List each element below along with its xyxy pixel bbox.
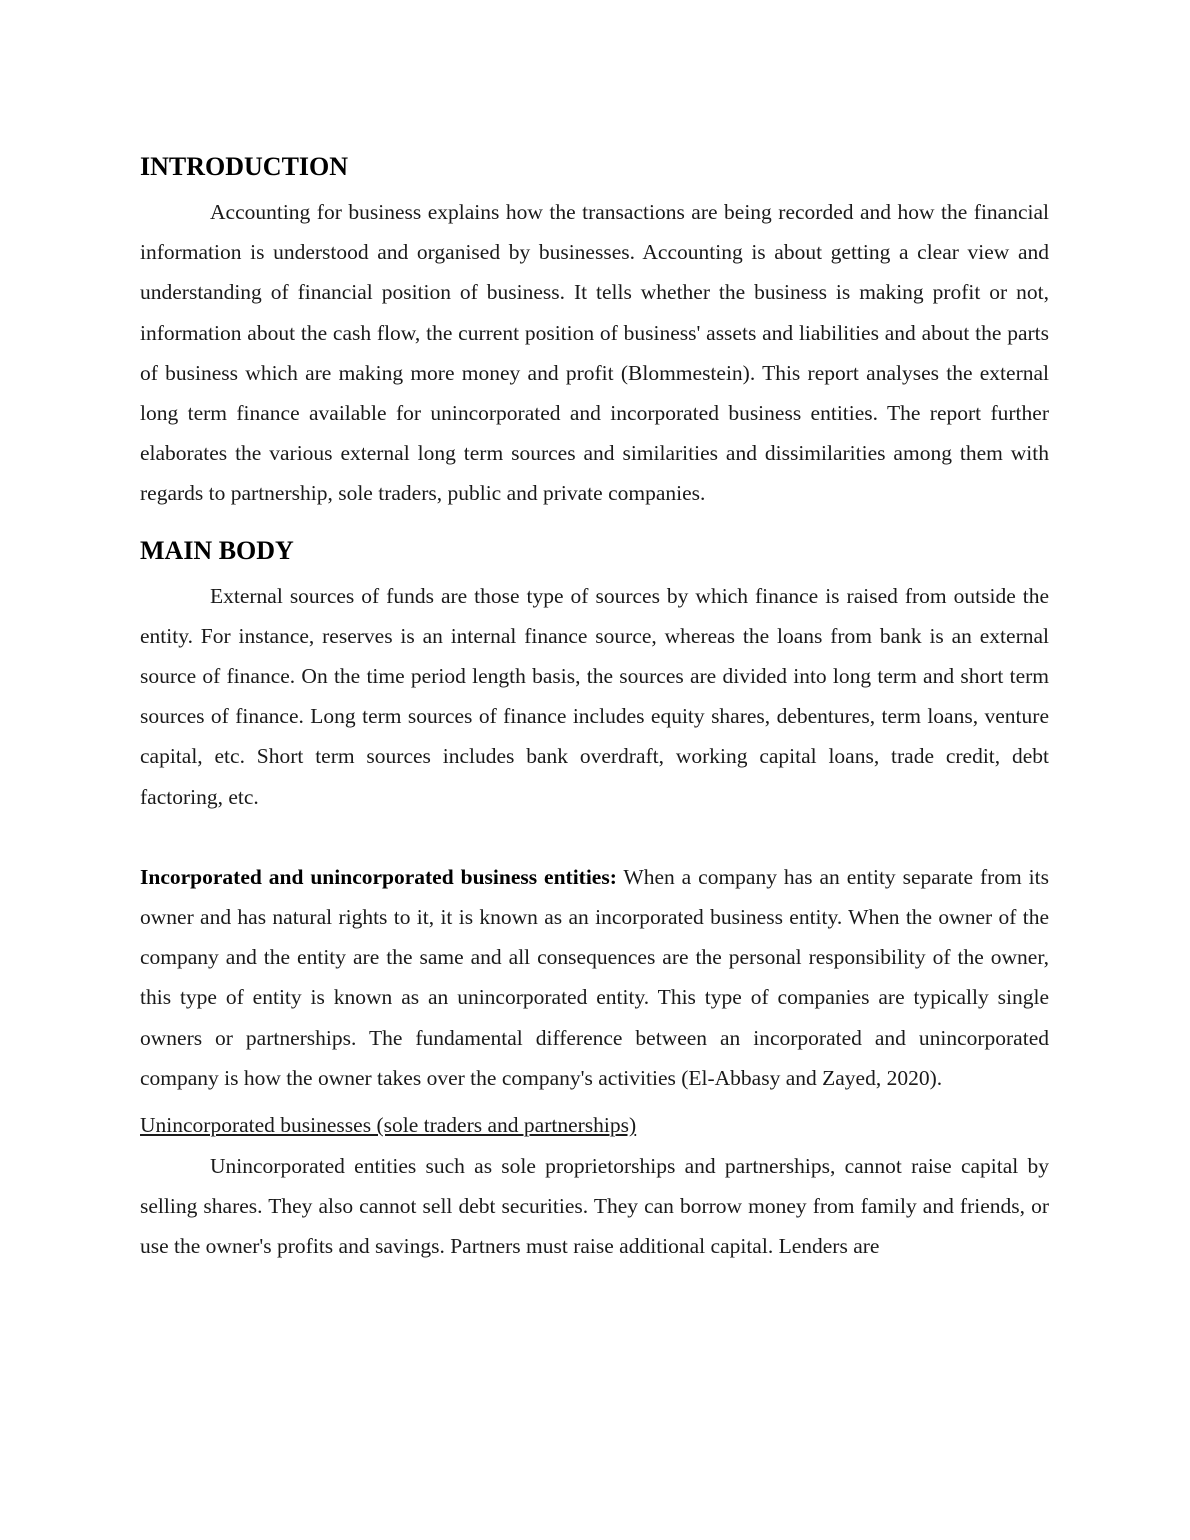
unincorporated-subheading: Unincorporated businesses (sole traders and partnerships) xyxy=(140,1113,637,1138)
unincorporated-paragraph: Unincorporated entities such as sole proprietorships and partnerships, cannot raise capital by selling shares. They also cannot sell debt securities. They can borrow money from family and friends, or use the owner's profits and savings. Partners must raise additional capital. Lenders are xyxy=(140,1154,1049,1259)
introduction-heading: INTRODUCTION xyxy=(140,152,349,181)
entities-text: When a company has an entity separate from its owner and has natural rights to it, it is known as an incorporated business entity. When the owner of the company and the entity are the same and all consequences are the personal responsibility of the owner, this type of entity is known as an unincorporated entity. This type of companies are typically single owners or partnerships. The fundamental difference between an incorporated and unincorporated company is how the owner takes over the company's activities (El-Abbasy and Zayed, 2020). xyxy=(140,864,1049,1090)
entities-lead: Incorporated and unincorporated business entities: xyxy=(140,864,617,889)
introduction-paragraph: Accounting for business explains how the transactions are being recorded and how the financial information is understood and organised by businesses. Accounting is about getting a clear view and understanding of financial position of business. It tells whether the business is making profit or not, information about the cash flow, the current position of business' assets and liabilities and about the parts of business which are making more money and profit (Blommestein). This report analyses the external long term finance available for unincorporated and incorporated business entities. The report further elaborates the various external long term sources and similarities and dissimilarities among them with regards to partnership, sole traders, public and private companies. xyxy=(140,200,1049,506)
document-page xyxy=(140,150,1049,1267)
main-body-heading: MAIN BODY xyxy=(140,535,294,565)
main-body-paragraph: External sources of funds are those type of sources by which finance is raised from outside the entity. For instance, reserves is an internal finance source, whereas the loans from bank is an external source of finance. On the time period length basis, the sources are divided into long term and short term sources of finance. Long term sources of finance includes equity shares, debentures, term loans, venture capital, etc. Short term sources includes bank overdraft, working capital loans, trade credit, debt factoring, etc. xyxy=(140,583,1049,809)
entities-paragraph xyxy=(140,857,1049,1098)
